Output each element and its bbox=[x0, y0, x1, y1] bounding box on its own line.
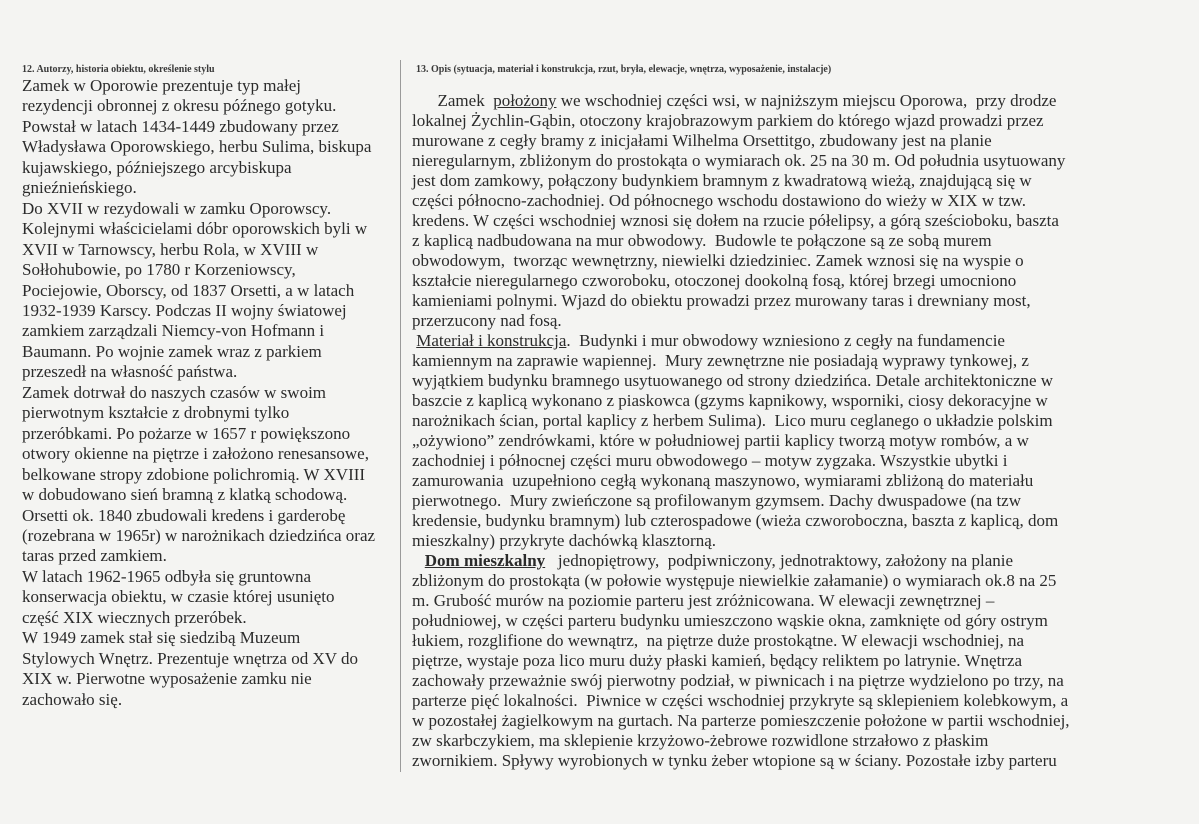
underlined-term: Materiał i konstrukcja bbox=[416, 331, 567, 350]
text-line bbox=[412, 491, 1172, 511]
section-12-body bbox=[22, 76, 374, 710]
text-line: Pociejowie, Oborscy, od 1837 Orsetti, a w latach bbox=[22, 280, 355, 300]
text-line: kujawskiego, późniejszego arcybiskupa bbox=[22, 157, 292, 177]
text-line: Władysława Oporowskiego, herbu Sulima, biskupa bbox=[22, 137, 372, 157]
text-run: zbliżonym do prostokąta (w połowie występuje niewielkie załamanie) o wymiarach ok.8 na 25 bbox=[412, 571, 1057, 590]
text-run: piętrze, wystaje poza lico muru duży płaski kamień, będący reliktem po latrynie. Wnętrza bbox=[412, 651, 1023, 670]
text-line bbox=[412, 711, 1172, 731]
text-line: (rozebrana w 1965r) w narożnikach dziedzińca oraz bbox=[22, 525, 376, 545]
text-run: Zamek bbox=[412, 91, 494, 110]
text-line: gnieźnieńskiego. bbox=[22, 178, 137, 198]
text-run: zachodniej i północnej części muru obwodowego – motyw zygzaka. Wszystkie ubytki i bbox=[412, 451, 1008, 470]
text-run: nieregularnym, zbliżonym do prostokąta o wymiarach ok. 25 na 30 m. Od południa usytuowany bbox=[412, 151, 1066, 170]
text-line: konserwacja obiektu, w czasie której usunięto bbox=[22, 587, 335, 607]
text-run: wyjątkiem budynku bramnego usytuowanego od strony dziedzińca. Detale architektoniczne w bbox=[412, 371, 1054, 390]
text-run: zwornikiem. Spływy wyrobionych w tynku żeber wtopione są w ściany. Pozostałe izby parteru bbox=[412, 751, 1057, 770]
text-run: łukiem, rozglifione do wewnątrz, na piętrze duże prostokątne. W elewacji wschodniej, na bbox=[412, 631, 1025, 650]
text-run: części północno-zachodniej. Od północnego wschodu dostawiono do wieży w XIX w tzw. bbox=[412, 191, 1027, 210]
text-run: w pozostałej żagielkowym na gurtach. Na parterze pomieszczenie położone w partii wschodniej, bbox=[412, 711, 1070, 730]
text-line bbox=[412, 331, 1172, 351]
text-line: rezydencji obronnej z okresu późnego gotyku. bbox=[22, 96, 337, 116]
text-line bbox=[412, 451, 1172, 471]
text-line: w dobudowano sień bramną z klatką schodową. bbox=[22, 485, 348, 505]
text-line bbox=[412, 471, 1172, 491]
text-line bbox=[412, 571, 1172, 591]
text-line bbox=[412, 191, 1172, 211]
text-line bbox=[412, 371, 1172, 391]
text-line bbox=[412, 271, 1172, 291]
text-run bbox=[412, 551, 425, 570]
text-line: XVII w Tarnowscy, herbu Rola, w XVIII w bbox=[22, 239, 319, 259]
text-line: otwory okienne na piętrze i założono renesansowe, bbox=[22, 444, 369, 464]
text-line: Baumann. Po wojnie zamek wraz z parkiem bbox=[22, 341, 322, 361]
text-line bbox=[412, 131, 1172, 151]
text-run: baszcie z kaplicą wykonano z piaskowca (gzyms kapnikowy, wsporniki, ciosy dekoracyjne w bbox=[412, 391, 1048, 410]
text-line: zamkiem zarządzali Niemcy-von Hofmann i bbox=[22, 321, 325, 341]
text-line: W 1949 zamek stał się siedzibą Muzeum bbox=[22, 628, 301, 648]
text-line bbox=[412, 231, 1172, 251]
text-line bbox=[412, 591, 1172, 611]
text-line bbox=[412, 111, 1172, 131]
text-line: część XIX wiecznych przeróbek. bbox=[22, 607, 247, 627]
text-run: zamurowania uzupełniono cegłą wykonaną maszynowo, wymiarami zbliżoną do materiału bbox=[412, 471, 1034, 490]
text-line bbox=[412, 411, 1172, 431]
text-line bbox=[412, 151, 1172, 171]
text-line bbox=[412, 691, 1172, 711]
underlined-term: położony bbox=[493, 91, 557, 110]
text-line: Do XVII w rezydowali w zamku Oporowscy. bbox=[22, 198, 332, 218]
text-line bbox=[412, 351, 1172, 371]
text-line bbox=[412, 731, 1172, 751]
text-line: Kolejnymi właścicielami dóbr oporowskich byli w bbox=[22, 219, 368, 239]
text-run: jest dom zamkowy, połączony budynkiem bramnym z kwadratową wieżą, znajdującą się w bbox=[412, 171, 1032, 190]
text-line: przeróbkami. Po pożarze w 1657 r powiększono bbox=[22, 423, 351, 443]
text-line: Zamek dotrwał do naszych czasów w swoim bbox=[22, 382, 327, 402]
text-line bbox=[412, 671, 1172, 691]
text-run: murowane z cegły bramy z inicjałami Wilhelma Orsettitgo, zbudowany jest na planie bbox=[412, 131, 992, 150]
text-line bbox=[412, 91, 1172, 111]
text-run: zw skarbczykiem, ma sklepienie krzyżowo-żebrowe rozwidlone strzałowo z płaskim bbox=[412, 731, 989, 750]
text-line bbox=[412, 631, 1172, 651]
text-line: taras przed zamkiem. bbox=[22, 546, 167, 566]
text-line bbox=[412, 551, 1172, 571]
text-line: Zamek w Oporowie prezentuje typ małej bbox=[22, 76, 301, 95]
section-12-history bbox=[22, 64, 374, 710]
section-13-heading: 13. Opis (sytuacja, materiał i konstrukcja, rzut, bryła, elewacje, wnętrza, wyposażenie, instalacje) bbox=[416, 64, 832, 75]
column-divider bbox=[400, 60, 401, 772]
text-line bbox=[412, 431, 1172, 451]
text-run: parterze pięć lokalności. Piwnice w części wschodniej przykryte są sklepieniem kolebkowym, a bbox=[412, 691, 1069, 710]
text-line: belkowane stropy zdobione polichromią. W XVIII bbox=[22, 464, 366, 484]
text-line bbox=[412, 531, 1172, 551]
text-line bbox=[412, 171, 1172, 191]
text-line bbox=[412, 291, 1172, 311]
text-run: jednopiętrowy, podpiwniczony, jednotraktowy, założony na planie bbox=[545, 551, 1014, 570]
text-run: obwodowym, tworząc wewnętrzny, niewielki dziedziniec. Zamek wznosi się na wyspie o bbox=[412, 251, 1024, 270]
text-run: kredensie, budynku bramnym) lub czterospadowe (wieża czworoboczna, baszta z kaplicą, dom bbox=[412, 511, 1059, 530]
text-line bbox=[412, 651, 1172, 671]
text-line bbox=[412, 611, 1172, 631]
text-run: kamieniami polnymi. Wjazd do obiektu prowadzi przez murowany taras i drewniany most, bbox=[412, 291, 1031, 310]
text-run: mieszkalny) przykryte dachówką klasztorną. bbox=[412, 531, 716, 550]
text-run: kredens. W części wschodniej wznosi się dołem na rzucie półelipsy, a górą sześcioboku, baszta bbox=[412, 211, 1059, 230]
text-line: Powstał w latach 1434-1449 zbudowany przez bbox=[22, 116, 339, 136]
text-line: 1932-1939 Karscy. Podczas II wojny światowej bbox=[22, 300, 347, 320]
underlined-term: Dom mieszkalny bbox=[424, 551, 546, 570]
text-run: z kaplicą nadbudowana na mur obwodowy. Budowle te połączone są ze sobą murem bbox=[412, 231, 992, 250]
text-line: Sołłohubowie, po 1780 r Korzeniowscy, bbox=[22, 260, 296, 280]
text-line: XIX w. Pierwotne wyposażenie zamku nie bbox=[22, 669, 312, 689]
text-run: południowej, w części parteru budynku umieszczono wąskie okna, zamknięte od góry ostrym bbox=[412, 611, 1048, 630]
text-line bbox=[412, 251, 1172, 271]
text-run: przerzucony nad fosą. bbox=[412, 311, 562, 330]
section-13-description bbox=[412, 64, 1172, 771]
text-line bbox=[412, 391, 1172, 411]
text-run: kształcie nieregularnego czworoboku, otoczonej dookolną fosą, której brzegi umocniono bbox=[412, 271, 1017, 290]
text-run: we wschodniej części wsi, w najniższym miejscu Oporowa, przy drodze bbox=[556, 91, 1057, 110]
text-line bbox=[412, 211, 1172, 231]
text-line: Orsetti ok. 1840 zbudowali kredens i garderobę bbox=[22, 505, 346, 525]
text-line: Stylowych Wnętrz. Prezentuje wnętrza od XV do bbox=[22, 648, 358, 668]
text-line: przeszedł na własność państwa. bbox=[22, 362, 238, 382]
text-line: zachowało się. bbox=[22, 689, 123, 709]
section-12-heading: 12. Autorzy, historia obiektu, określenie stylu bbox=[22, 64, 215, 75]
text-run: lokalnej Żychlin-Gąbin, otoczony krajobrazowym parkiem do którego wjazd prowadzi przez bbox=[412, 111, 1044, 130]
text-line: W latach 1962-1965 odbyła się gruntowna bbox=[22, 566, 312, 586]
text-line: pierwotnym kształcie z drobnymi tylko bbox=[22, 403, 290, 423]
text-line bbox=[412, 311, 1172, 331]
text-run: narożnikach ścian, portal kaplicy z herbem Sulima). Lico muru ceglanego o układzie polskim bbox=[412, 411, 1053, 430]
text-run: pierwotnego. Mury zwieńczone są profilowanym gzymsem. Dachy dwuspadowe (na tzw bbox=[412, 491, 1021, 510]
text-line bbox=[412, 751, 1172, 771]
text-run: „ożywiono” zendrówkami, które w południowej partii kaplicy tworzą motyw rombów, a w bbox=[412, 431, 1029, 450]
text-run: m. Grubość murów na poziomie parteru jest zróżnicowana. W elewacji zewnętrznej – bbox=[412, 591, 995, 610]
text-line bbox=[412, 511, 1172, 531]
text-run: zachowały przeważnie swój pierwotny podział, w piwnicach i na piętrze wydzielono po trzy, na bbox=[412, 671, 1064, 690]
text-run: . Budynki i mur obwodowy wzniesiono z cegły na fundamencie bbox=[566, 331, 1005, 350]
section-13-body bbox=[412, 91, 1172, 771]
text-run: kamiennym na zaprawie wapiennej. Mury zewnętrzne nie posiadają wyprawy tynkowej, z bbox=[412, 351, 1029, 370]
